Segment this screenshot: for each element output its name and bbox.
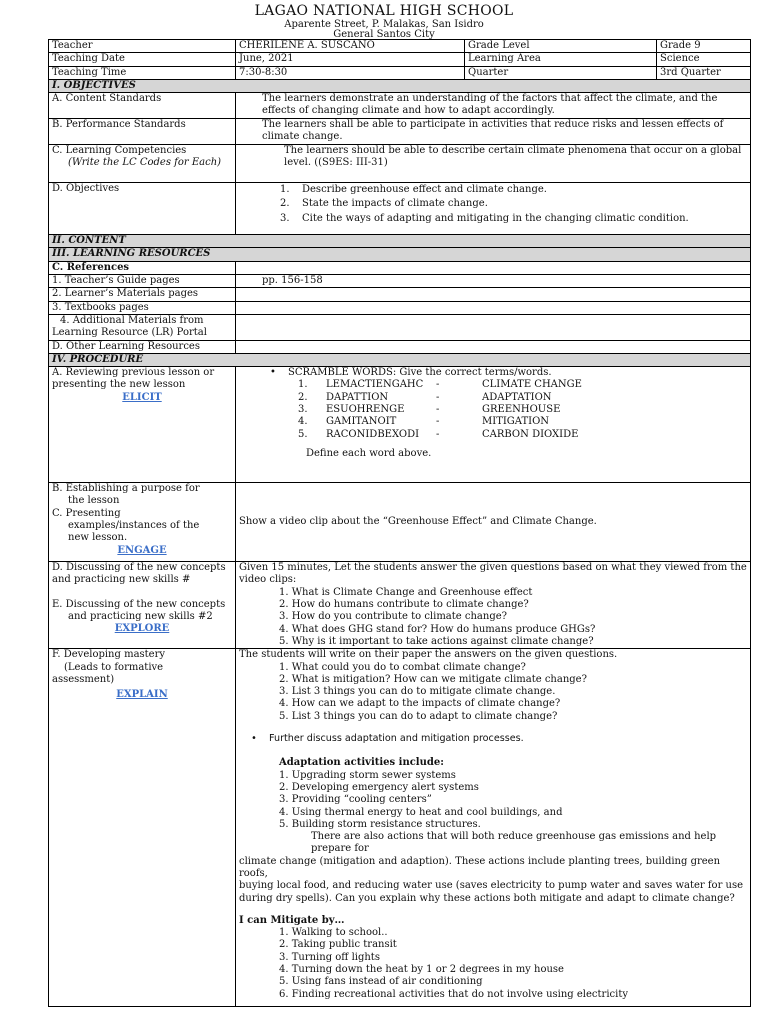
row-label: A. Content Standards [49, 93, 236, 119]
objective-item: 3. Cite the ways of adapting and mitigating in the changing climatic condition. [280, 212, 689, 224]
explore-link[interactable]: EXPLORE [114, 623, 170, 635]
objectives-row [49, 183, 751, 235]
adaptation-item: 4. Using thermal energy to heat and cool buildings, and [279, 806, 563, 818]
other-resources-row [49, 340, 751, 353]
scramble-number: 4. [298, 416, 308, 428]
dash: - [436, 379, 440, 391]
learning-competencies-row [49, 145, 751, 183]
explore-intro-line2: video clips: [239, 574, 297, 586]
scramble-item [258, 429, 747, 441]
scrambled-word: ESUOHRENGE [326, 404, 405, 416]
presenting-label-line1: C. Presenting [52, 507, 121, 519]
explore-question: 3. How do you contribute to climate change? [279, 611, 508, 623]
answer-word: CARBON DIOXIDE [482, 428, 579, 440]
mitigate-item: 2. Taking public transit [279, 939, 397, 951]
combined-actions-line2: climate change (mitigation and adaption). These actions include planting trees, building green roofs, [239, 855, 721, 879]
adaptation-item: 2. Developing emergency alert systems [279, 781, 479, 793]
explore-question: 5. Why is it important to take actions against climate change? [279, 635, 594, 647]
explain-row [49, 649, 751, 1007]
explain-questions [239, 662, 747, 723]
presenting-label-line3: new lesson. [68, 532, 128, 544]
scramble-number: 5. [298, 428, 308, 440]
scramble-cell [236, 367, 751, 483]
explain-question: 3. List 3 things you can do to mitigate climate change. [279, 686, 556, 698]
school-address-line2: General Santos City [333, 29, 435, 40]
dash: - [436, 416, 440, 428]
additional-materials-row [49, 314, 751, 340]
adaptation-item: 5. Building storm resistance structures. [279, 818, 481, 830]
teaching-date-value: June, 2021 [236, 53, 465, 66]
scrambled-word: GAMITANOIT [326, 416, 397, 428]
answer-word: ADAPTATION [482, 391, 552, 403]
dash: - [436, 428, 440, 440]
explain-intro: The students will write on their paper the answers on the given questions. [239, 649, 618, 661]
competency-label: C. Learning Competencies [52, 145, 187, 157]
answer-word: GREENHOUSE [482, 404, 561, 416]
explain-cell [236, 649, 751, 1007]
explain-link[interactable]: EXPLAIN [116, 689, 168, 701]
additional-materials-line1: 4. Additional Materials from [60, 314, 204, 326]
teacher-value: CHERILENE A. SUSCANO [236, 40, 465, 53]
section-title: I. OBJECTIVES [49, 79, 751, 92]
section-content [49, 235, 751, 248]
references-row [49, 261, 751, 274]
mastery-label-line1: F. Developing mastery [52, 649, 166, 661]
combined-actions-line1: There are also actions that will both reduce greenhouse gas emissions and help prepare for [311, 831, 717, 855]
engage-link[interactable]: ENGAGE [117, 544, 167, 556]
bullet: • [251, 733, 257, 745]
define-instruction: Define each word above. [306, 447, 432, 459]
scramble-list [258, 379, 747, 440]
mitigate-list [239, 927, 747, 1001]
explore-questions [239, 587, 747, 648]
learning-area-label: Learning Area [465, 53, 657, 66]
row-label [49, 145, 236, 183]
row-label: 3. Textbooks pages [49, 301, 236, 314]
explore-cell [236, 562, 751, 649]
mastery-label-line3: assessment) [52, 673, 115, 685]
purpose-label-line2: the lesson [68, 495, 120, 507]
quarter-label: Quarter [465, 66, 657, 79]
school-address-line1: Aparente Street, P. Malakas, San Isidro [284, 19, 484, 30]
answer-word: MITIGATION [482, 416, 550, 428]
row-label: 2. Learner’s Materials pages [49, 288, 236, 301]
mitigate-item: 5. Using fans instead of air conditioning [279, 976, 483, 988]
elicit-link[interactable]: ELICIT [122, 391, 162, 403]
adaptation-item: 3. Providing “cooling centers” [279, 794, 432, 806]
learners-materials-row [49, 288, 751, 301]
row-label [49, 314, 236, 340]
adaptation-item: 1. Upgrading storm sewer systems [279, 769, 456, 781]
grade-level-value: Grade 9 [657, 40, 751, 53]
lesson-plan-table [48, 39, 751, 1007]
scrambled-word: DAPATTION [326, 391, 389, 403]
section-title: II. CONTENT [49, 235, 751, 248]
mastery-label-line2: (Leads to formative [64, 661, 164, 673]
objectives-list [236, 183, 751, 235]
mitigate-heading: I can Mitigate by… [239, 914, 345, 926]
dash: - [436, 404, 440, 416]
dash: - [436, 391, 440, 403]
discussing1-label-line1: D. Discussing of the new concepts [52, 562, 226, 574]
section-title: III. LEARNING RESOURCES [49, 248, 751, 261]
combined-actions-line4: during dry spells). Can you explain why these actions both mitigate and adapt to climate change? [239, 892, 735, 904]
content-standards-text: The learners demonstrate an understanding of the factors that affect the climate, and the effects of changing climate and how to adapt accordingly. [236, 93, 751, 119]
objective-item: 2. State the impacts of climate change. [280, 198, 488, 210]
objective-item: 1. Describe greenhouse effect and climate change. [280, 184, 547, 196]
row-label: 1. Teacher’s Guide pages [49, 275, 236, 288]
scramble-item [258, 416, 747, 428]
row-label: C. References [49, 261, 236, 274]
row-label [49, 367, 236, 483]
scramble-number: 2. [298, 391, 308, 403]
learning-area-value: Science [657, 53, 751, 66]
reviewing-label-line2: presenting the new lesson [52, 379, 186, 391]
engage-text: Show a video clip about the “Greenhouse Effect” and Climate Change. [236, 483, 751, 562]
scramble-item [258, 392, 747, 404]
combined-actions-line3: buying local food, and reducing water use (saves electricity to pump water and saves water for use [239, 880, 744, 892]
purpose-label-line1: B. Establishing a purpose for [52, 483, 200, 495]
mitigate-item: 4. Turning down the heat by 1 or 2 degrees in my house [279, 964, 564, 976]
scramble-number: 3. [298, 404, 308, 416]
reviewing-label-line1: A. Reviewing previous lesson or [52, 367, 215, 379]
section-learning-resources [49, 248, 751, 261]
discussing2-label-line2: and practicing new skills #2 [68, 611, 213, 623]
explain-question: 2. What is mitigation? How can we mitigate climate change? [279, 673, 587, 685]
engage-row [49, 483, 751, 562]
row-label [49, 483, 236, 562]
section-procedure [49, 353, 751, 366]
teacher-label: Teacher [49, 40, 236, 53]
teachers-guide-pages: pp. 156-158 [236, 275, 751, 288]
teaching-time-value: 7:30-8:30 [236, 66, 465, 79]
discussing1-label-line2: and practicing new skills # [52, 574, 191, 586]
explore-question: 1. What is Climate Change and Greenhouse effect [279, 586, 533, 598]
further-discuss: • Further discuss adaptation and mitigation processes. [239, 733, 747, 745]
explain-question: 5. List 3 things you can do to adapt to climate change? [279, 710, 558, 722]
teaching-time-label: Teaching Time [49, 66, 236, 79]
school-name: LAGAO NATIONAL HIGH SCHOOL [254, 3, 514, 19]
competency-sub-label: (Write the LC Codes for Each) [68, 157, 222, 169]
explore-intro-line1: Given 15 minutes, Let the students answer the given questions based on what they viewed from the [239, 562, 747, 574]
section-objectives [49, 79, 751, 92]
scrambled-word: LEMACTIENGAHC [326, 379, 424, 391]
scrambled-word: RACONIDBEXODI [326, 428, 420, 440]
elicit-row [49, 367, 751, 483]
content-standards-row [49, 93, 751, 119]
row-label [49, 562, 236, 649]
info-row-teacher [49, 40, 751, 53]
competency-text: The learners should be able to describe certain climate phenomena that occur on a global level. ((S9ES: III-31) [236, 145, 751, 183]
mitigate-item: 3. Turning off lights [279, 951, 380, 963]
mitigate-item: 1. Walking to school.. [279, 927, 388, 939]
grade-level-label: Grade Level [465, 40, 657, 53]
answer-word: CLIMATE CHANGE [482, 379, 582, 391]
section-title: IV. PROCEDURE [49, 353, 751, 366]
adaptation-list [239, 770, 747, 831]
teachers-guide-row [49, 275, 751, 288]
explore-question: 4. What does GHG stand for? How do humans produce GHGs? [279, 623, 596, 635]
explain-question: 1. What could you do to combat climate change? [279, 661, 526, 673]
row-label: D. Other Learning Resources [49, 340, 236, 353]
info-row-date [49, 53, 751, 66]
scramble-item [258, 379, 747, 391]
performance-standards-row [49, 119, 751, 145]
scramble-number: 1. [298, 379, 308, 391]
quarter-value: 3rd Quarter [657, 66, 751, 79]
discussing2-label-line1: E. Discussing of the new concepts [52, 598, 226, 610]
teaching-date-label: Teaching Date [49, 53, 236, 66]
explore-question: 2. How do humans contribute to climate change? [279, 599, 529, 611]
row-label: B. Performance Standards [49, 119, 236, 145]
adaptation-heading: Adaptation activities include: [279, 757, 444, 769]
row-label: D. Objectives [49, 183, 236, 235]
performance-standards-text: The learners shall be able to participate in activities that reduce risks and lessen effects of climate change. [236, 119, 751, 145]
bullet: • [270, 367, 276, 379]
explain-question: 4. How can we adapt to the impacts of climate change? [279, 698, 561, 710]
textbooks-row [49, 301, 751, 314]
scramble-heading: • SCRAMBLE WORDS: Give the correct terms/words. [258, 367, 747, 379]
explore-row [49, 562, 751, 649]
additional-materials-line2: Learning Resource (LR) Portal [52, 327, 207, 339]
info-row-time [49, 66, 751, 79]
presenting-label-line2: examples/instances of the [68, 520, 200, 532]
scramble-item [258, 404, 747, 416]
mitigate-item: 6. Finding recreational activities that do not involve using electricity [279, 988, 628, 1000]
row-label [49, 649, 236, 1007]
